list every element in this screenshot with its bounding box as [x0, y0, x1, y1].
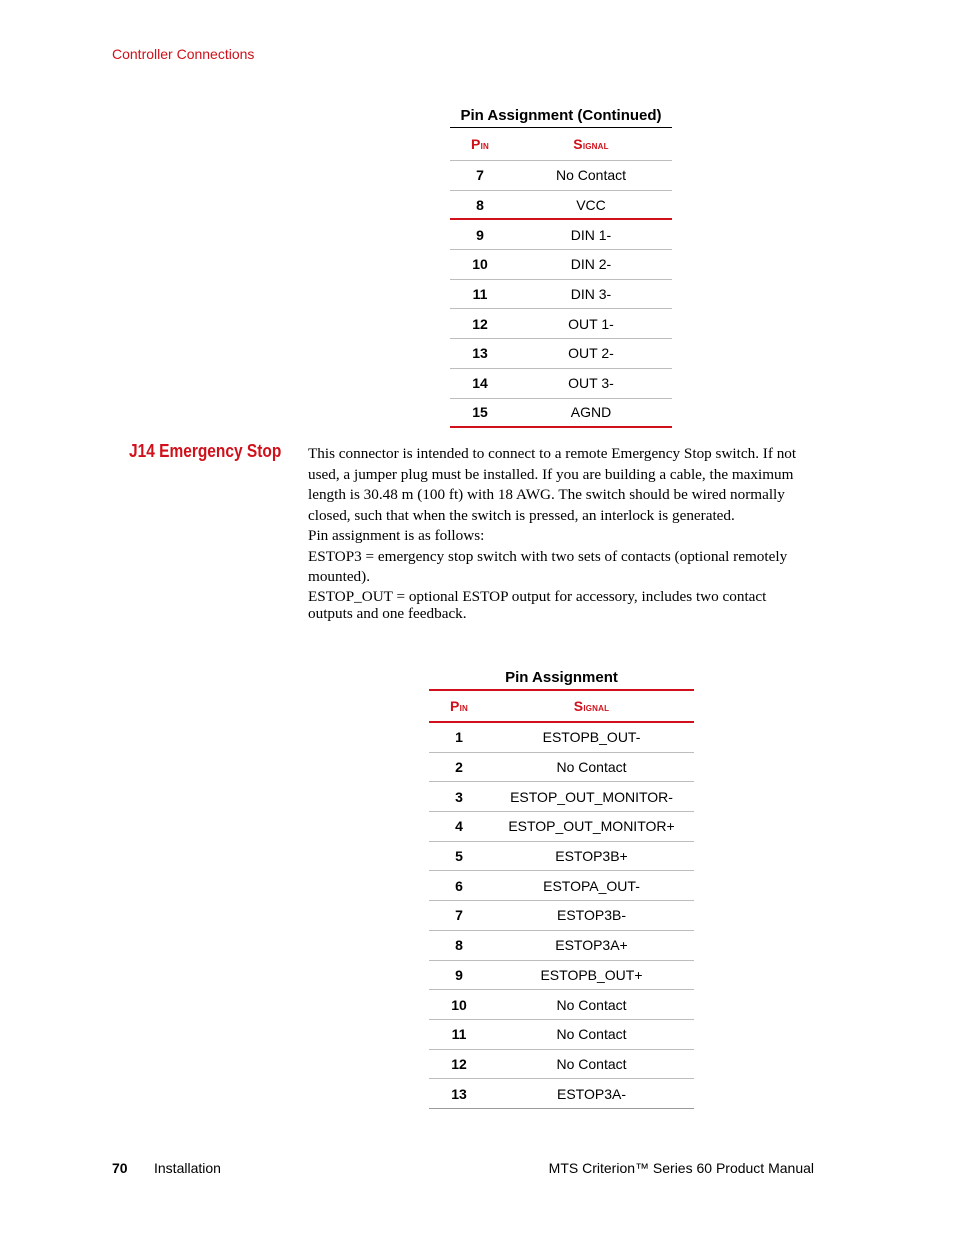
paragraph-pin-assignment: Pin assignment is as follows: — [308, 527, 485, 544]
pin-cell: 8 — [476, 196, 484, 213]
table-row — [450, 250, 672, 280]
pin-cell: 12 — [472, 315, 488, 332]
pin-cell: 4 — [455, 818, 463, 835]
signal-cell: No Contact — [556, 1055, 627, 1072]
table-header-row — [429, 691, 694, 723]
table-row — [450, 369, 672, 399]
pin-cell: 13 — [472, 345, 488, 362]
footer-section-name: Installation — [154, 1160, 221, 1176]
table-row — [429, 1079, 694, 1109]
table-row — [450, 339, 672, 369]
table-row — [429, 782, 694, 812]
signal-cell: AGND — [570, 404, 612, 421]
table-header-row — [450, 128, 672, 161]
pin-cell: 6 — [455, 877, 463, 894]
paragraph-intro: This connector is intended to connect to a remote Emergency Stop switch. If not used, a jumper plug must be installed. If you are building a cable, the maximum length is 30.48 m (100 ft) with 18 AWG. The switch should be wired normally closed, such that when the switch is pressed, an interlock is generated. — [308, 445, 797, 524]
table-row — [429, 723, 694, 753]
column-header-signal: Signal — [573, 136, 609, 152]
pin-cell: 11 — [451, 1026, 467, 1043]
pin-cell: 9 — [476, 226, 484, 243]
table-row — [429, 1050, 694, 1080]
section-heading: J14 Emergency Stop — [129, 441, 282, 461]
table-row — [429, 961, 694, 991]
pin-cell: 7 — [455, 907, 463, 924]
signal-cell: No Contact — [556, 996, 627, 1013]
pin-cell: 14 — [472, 375, 488, 392]
pin-assignment-table — [429, 667, 694, 1109]
table-row — [429, 871, 694, 901]
table-row — [429, 842, 694, 872]
footer-page-number: 70 — [112, 1160, 128, 1176]
signal-cell: DIN 3- — [570, 286, 612, 303]
signal-cell: No Contact — [556, 759, 627, 776]
signal-cell: OUT 1- — [568, 315, 614, 332]
signal-cell: ESTOP3B+ — [555, 848, 628, 865]
signal-cell: ESTOP3A+ — [555, 937, 628, 954]
signal-cell: OUT 3- — [568, 375, 614, 392]
footer-manual-title: MTS Criterion™ Series 60 Product Manual — [548, 1160, 814, 1176]
table-title: Pin Assignment — [429, 667, 694, 691]
pin-cell: 15 — [472, 404, 488, 421]
signal-cell: ESTOP_OUT_MONITOR+ — [508, 818, 675, 835]
paragraph-estop3: ESTOP3 = emergency stop switch with two sets of contacts (optional remotely mounted). — [308, 547, 788, 585]
table-row — [450, 399, 672, 429]
table-body — [450, 161, 672, 428]
table-row — [450, 220, 672, 250]
section-body — [308, 444, 814, 622]
running-header: Controller Connections — [112, 46, 255, 62]
table-row — [429, 753, 694, 783]
table-row — [450, 191, 672, 221]
table-row — [450, 161, 672, 191]
table-row — [450, 309, 672, 339]
signal-cell: OUT 2- — [568, 345, 614, 362]
table-row — [429, 931, 694, 961]
signal-cell: ESTOPB_OUT- — [542, 729, 641, 746]
table-row — [450, 280, 672, 310]
pin-cell: 1 — [455, 729, 463, 746]
pin-cell: 8 — [455, 937, 463, 954]
pin-assignment-continued-table — [450, 105, 672, 428]
table-row — [429, 812, 694, 842]
table-row — [429, 990, 694, 1020]
column-header-pin: Pin — [450, 698, 468, 714]
pin-cell: 7 — [476, 167, 484, 184]
signal-cell: DIN 2- — [570, 256, 612, 273]
pin-cell: 11 — [472, 286, 488, 303]
pin-cell: 12 — [451, 1055, 467, 1072]
signal-cell: ESTOP3B- — [557, 907, 626, 924]
signal-cell: DIN 1- — [570, 226, 612, 243]
column-header-pin: Pin — [471, 136, 489, 152]
pin-cell: 5 — [455, 848, 463, 865]
table-body — [429, 723, 694, 1109]
column-header-signal: Signal — [573, 698, 610, 714]
signal-cell: ESTOP_OUT_MONITOR- — [510, 788, 673, 805]
signal-cell: No Contact — [556, 1026, 627, 1043]
pin-cell: 9 — [455, 966, 463, 983]
pin-cell: 10 — [472, 256, 488, 273]
table-title: Pin Assignment (Continued) — [450, 105, 672, 128]
pin-cell: 2 — [455, 759, 463, 776]
signal-cell: ESTOPA_OUT- — [543, 877, 640, 894]
pin-cell: 13 — [451, 1085, 467, 1102]
pin-cell: 10 — [451, 996, 467, 1013]
signal-cell: VCC — [576, 196, 606, 213]
signal-cell: No Contact — [555, 167, 627, 184]
signal-cell: ESTOP3A- — [557, 1085, 626, 1102]
paragraph-estop-out: ESTOP_OUT = optional ESTOP output for accessory, includes two contact outputs and one feedback. — [308, 587, 767, 622]
pin-cell: 3 — [455, 788, 463, 805]
table-row — [429, 1020, 694, 1050]
table-row — [429, 901, 694, 931]
signal-cell: ESTOPB_OUT+ — [540, 966, 643, 983]
